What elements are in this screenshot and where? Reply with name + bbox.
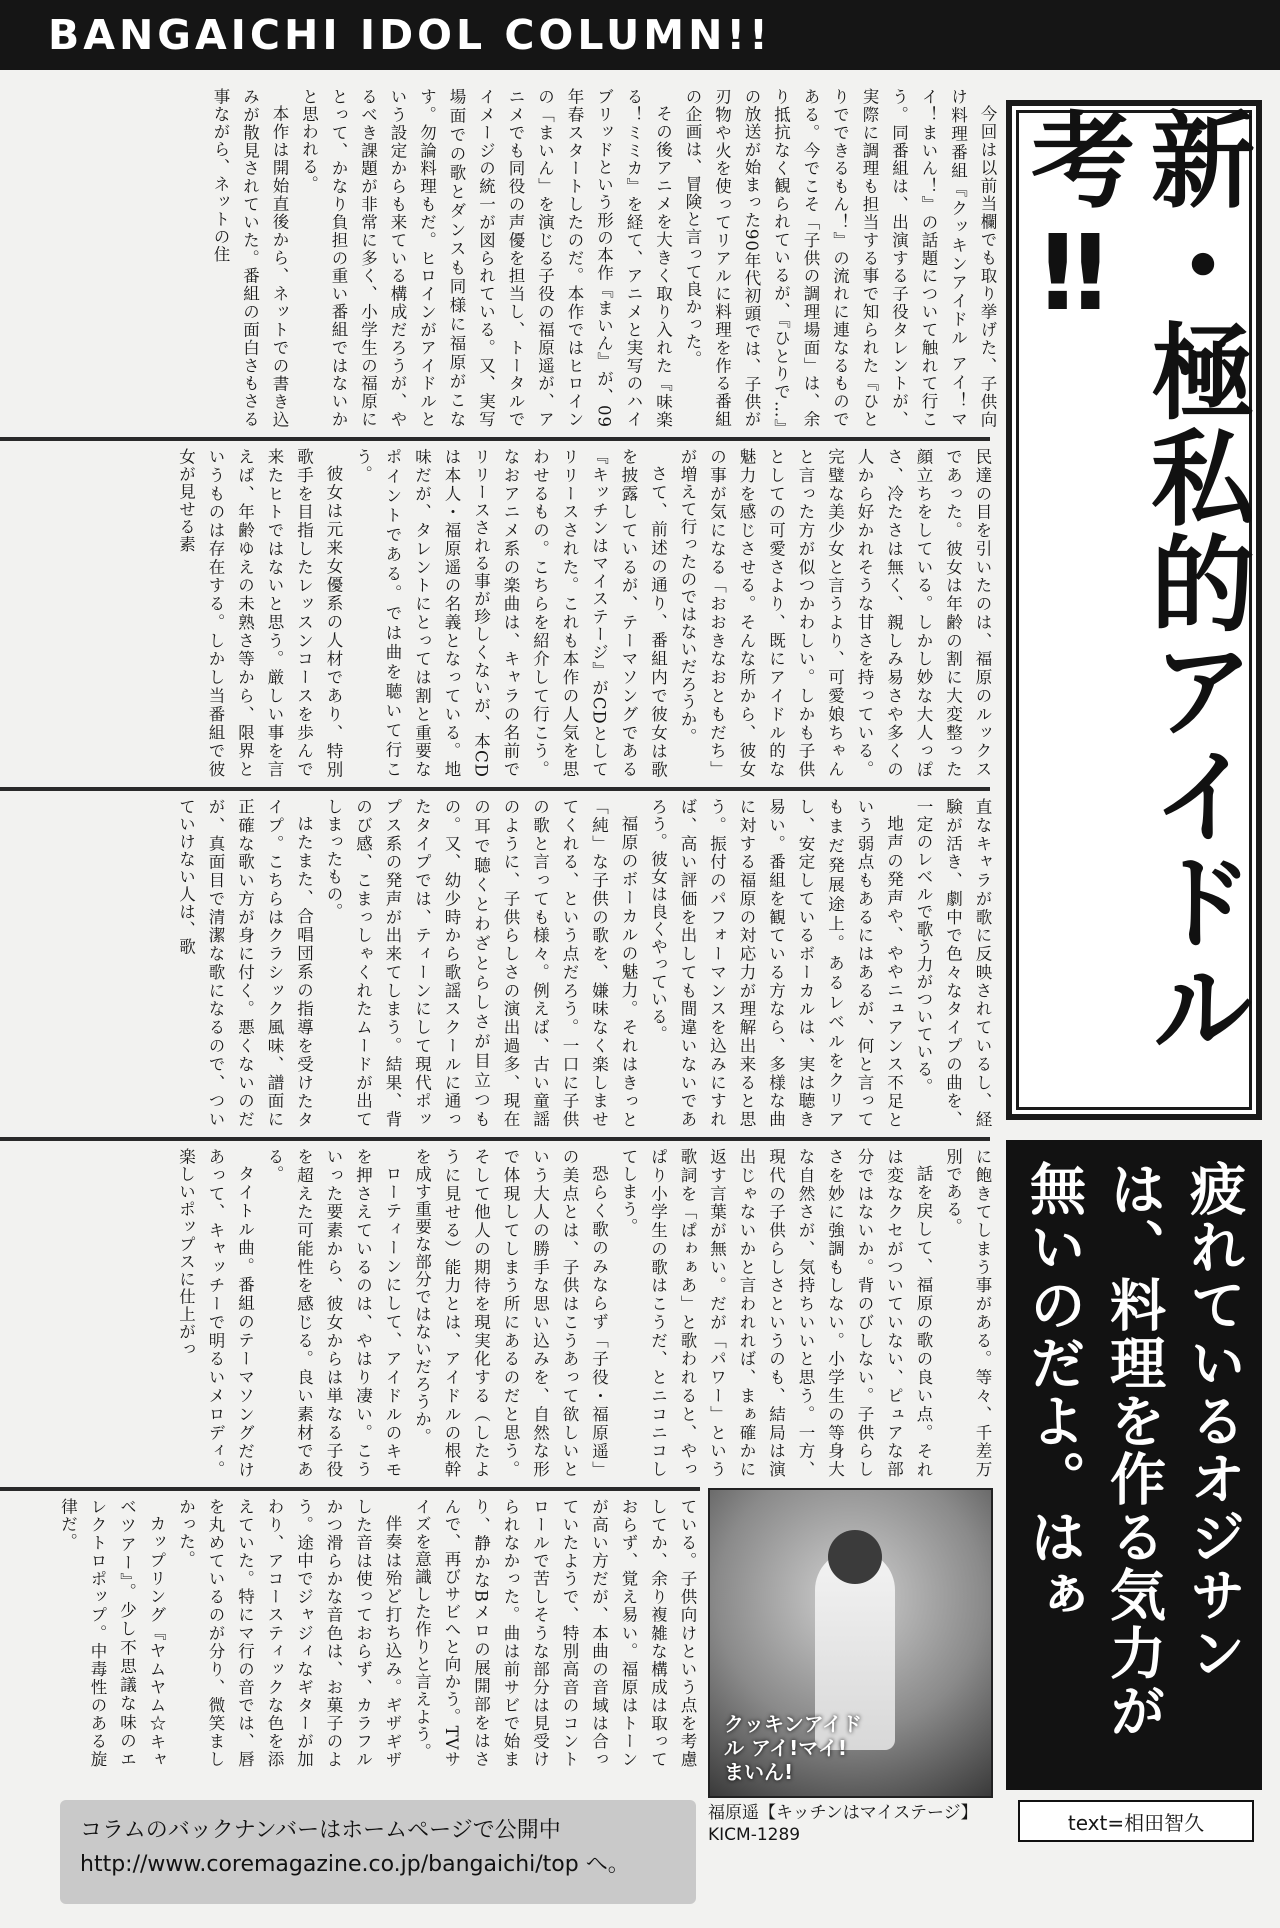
article-body-row-1 [62,88,1002,428]
column-header: BANGAICHI IDOL COLUMN!! [0,0,1280,70]
paragraph: ローティーンにして、アイドルのキモを押さえているのは、やはり凄い。こういった要素から、彼女からは単なる子役を超えた可能性を感じる。良い素材である。 [265,1148,402,1478]
singer-head [828,1530,882,1584]
pull-quote-box [1006,1140,1262,1790]
paragraph: さて、前述の通り、番組内で彼女は歌を披露しているが、テーマソングである『キッチンはマイステージ』がCDとしてリリースされた。これも本作の人気を思わせるもの。こちらを紹介して行こう。なおアニメ系の楽曲は、キャラの名前でリリースされる事が珍しくないが、本CDは本人・福原遥の名義となっている。地味だが、タレントにとっては割と重要なポイントである。では曲を聴いて行こう。 [353,448,668,778]
paragraph: ている。子供向けという点を考慮してか、余り複雑な構成は取っておらず、覚え易い。福原はトーンが高い方だが、本曲の音域は合っていたようで、特別高音のコントロールで苦しそうな部分は見受けられなかった。曲は前サビで始まり、静かなBメロの展開部をはさんで、再びサビへと向かう。TVサイズを意識した作りと言えよう。 [412,1498,697,1768]
paragraph: 彼女は元来女優系の人材であり、特別歌手を目指したレッスンコースを歩んで来たヒトではないと思う。厳しい事を言えば、年齢ゆえの未熟さ等から、限界というものは存在する。しかし当番組で彼女が見せる素 [176,448,343,778]
column-title: 新・極私的アイドル考‼ [1013,106,1255,1060]
back-number-notice [60,1800,696,1904]
paragraph: 伴奏は殆ど打ち込み。ギザギザした音は使っておらず、カラフルかつ滑らかな音色は、お菓子のよう。途中でジャジィなギターが加わり、アコースティックな色を添えていた。特にマ行の音では、唇を丸めているのが分り、微笑ましかった。 [176,1498,402,1768]
paragraph: カップリング『ヤムヤム☆キャベツアー』。少し不思議な味のエレクトロポップ。中毒性のある旋律だ。 [58,1498,166,1768]
caption-title: 福原遥【キッチンはマイステージ】 [708,1803,978,1823]
caption-catalog-number: KICM-1289 [708,1825,801,1845]
article-body-row-5 [58,1498,702,1768]
paragraph: 本作は開始直後から、ネットでの書き込みが散見されていた。番組の面白さもさる事ながら、ネットの住 [211,88,289,428]
cd-cover-photo [708,1488,993,1798]
paragraph: 福原のボーカルの魅力。それはきっと「純」な子供の歌を、嫌味なく楽しませてくれる、という点だろう。一口に子供の歌と言っても様々。例えば、古い童謡のように、子供らしさの演出過多、現在の耳で聴くとわざとらしさが目立つもの。又、幼少時から歌謡スクールに通ったタイプでは、ティーンにして現代ポップス系の発声が出来てしまう。結果、背のび感、こまっしゃくれたムードが出てしまったもの。 [324,798,638,1128]
paragraph: 今回は以前当欄でも取り挙げた、子供向け料理番組『クッキンアイドル アイ！マイ！まいん！』の話題について触れて行こう。同番組は、出演する子役タレントが、実際に調理も担当する事で知られた『ひとりでできるもん！』の流れに連なるものである。今でこそ「子供の調理場面」は、余り抵抗なく観られているが、『ひとりで…』の放送が始まった90年代初頭では、子供が刃物や火を使ってリアルに料理を作る番組の企画は、冒険と言って良かった。 [683,88,997,428]
column-title-box [1006,100,1262,1120]
paragraph: 民達の目を引いたのは、福原のルックスであった。彼女は年齢の割に大変整った顔立ちをしている。しかし妙な大人っぽさ、冷たさは無く、親しみ易さや多くの人から好かれそうな甘さを持っている。完璧な美少女と言うより、可愛娘ちゃんと言った方が似つかわしい。しかも子供としての可愛さより、既にアイドル的な魅力を感じさせる。そんな所から、彼女の事が気になる「おおきなおともだち」が増えて行ったのではないだろうか。 [678,448,992,778]
paragraph: 恐らく歌のみならず「子役・福原遥」の美点とは、子供はこうあって欲しいという大人の勝手な思い込みを、自然な形で体現してしまう所にあるのだと思う。そして他人の期待を現実化する（したように見せる）能力とは、アイドルの根幹を成す重要な部分ではないだろうか。 [412,1148,609,1478]
section-divider [0,787,990,791]
paragraph: その後アニメを大きく取り入れた『味楽る！ミミカ』を経て、アニメと実写のハイブリッドという形の本作『まいん』が、09年春スタートしたのだ。本作ではヒロインの「まいん」を演じる子役の福原遥が、アニメでも同役の声優を担当し、トータルでイメージの統一が図られている。又、実写場面での歌とダンスも同様に福原がこなす。勿論料理もだ。ヒロインがアイドルという設定からも来ている構成だろうが、やるべき課題が非常に多く、小学生の福原にとって、かなり負担の重い番組ではないかと思われる。 [299,88,673,428]
paragraph: はたまた、合唱団系の指導を受けたタイプ。こちらはクラシック風味、譜面に正確な歌い方が身に付く。悪くないのだが、真面目で清潔な歌になるので、ついていけない人は、歌 [176,798,314,1128]
show-logo: クッキンアイドル アイ!マイ!まいん! [724,1712,862,1784]
section-divider [0,1487,700,1491]
photo-caption [708,1802,998,1846]
author-credit: text=相田智久 [1018,1800,1254,1842]
footer-notice-text: コラムのバックナンバーはホームページで公開中 [80,1818,561,1843]
article-body-row-4 [62,1148,997,1478]
article-body-row-2 [62,448,997,778]
footer-url[interactable]: http://www.coremagazine.co.jp/bangaichi/top へ。 [80,1852,630,1877]
paragraph: タイトル曲。番組のテーマソングだけあって、キャッチーで明るいメロディ。楽しいポップスに仕上がっ [176,1148,255,1478]
section-divider [0,437,990,441]
section-divider [0,1137,990,1141]
paragraph: 地声の発声や、ややニュアンス不足という弱点もあるにはあるが、何と言ってもまだ発展途上。あるレベルをクリアし、安定しているボーカルは、実は聴き易い。番組を観ている方なら、多様な曲に対する福原の対応力が理解出来ると思う。振付のパフォーマンスを込みにすれば、高い評価を出しても間違いないであろう。彼女は良くやっている。 [648,798,904,1128]
paragraph: に飽きてしまう事がある。等々、千差万別である。 [943,1148,992,1478]
pull-quote: 疲れているオジサンは、料理を作る気力が無いのだよ。はぁ [1021,1160,1247,1740]
article-body-row-3 [62,798,997,1128]
paragraph: 話を戻して、福原の歌の良い点。それは変なクセがついていない、ピュアな部分ではないか。背のびしない。子供らしさを妙に強調もしない。小学生の等身大な自然さが、気持ちいいと思う。一方、現代の子供らしさというのも、結局は演出じゃないかと言われれば、まぁ確かに返す言葉が無い。だが「パワー」という歌詞を「ぱゎぁあ」と歌われると、やっぱり小学生の歌はこうだ、とニコニコしてしまう。 [619,1148,933,1478]
paragraph: 直なキャラが歌に反映されているし、経験が活き、劇中で色々なタイプの曲を、一定のレベルで歌う力がついている。 [914,798,992,1128]
